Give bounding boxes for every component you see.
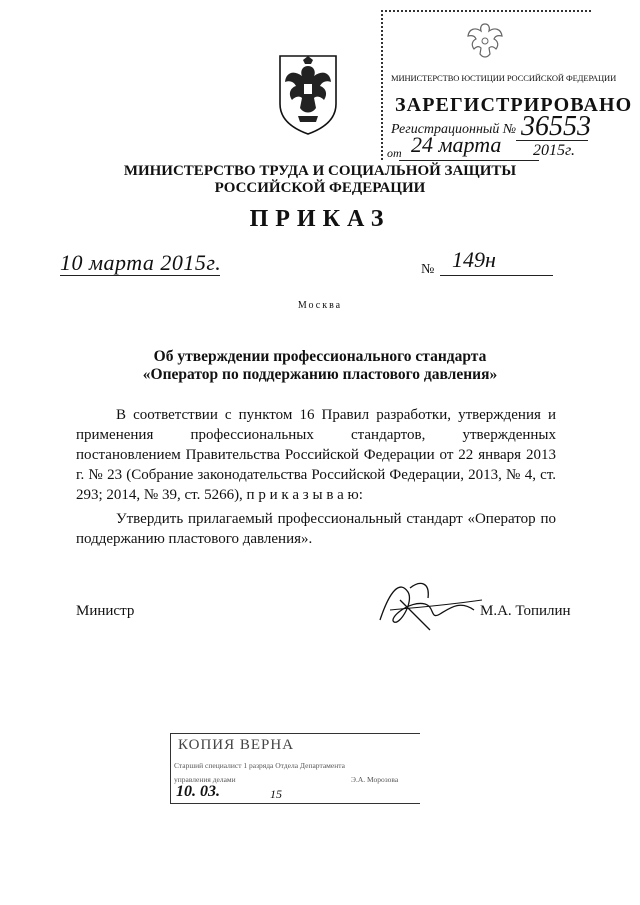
order-number: 149н [452, 247, 496, 272]
registration-date-prefix: от [387, 146, 402, 160]
order-subject [0, 348, 640, 384]
registration-year: 2015г. [533, 142, 576, 159]
registration-date-underline [399, 160, 539, 161]
body-paragraph-2-text: Утвердить прилагаемый профессиональный стандарт «Оператор по поддержанию пластового давления». [76, 511, 556, 547]
city-name: Москва [297, 300, 343, 311]
registration-number: 36553 [521, 111, 591, 142]
order-number-sign: № [421, 262, 435, 277]
ministry-heading [0, 163, 640, 197]
true-copy-stamp [170, 733, 420, 805]
stamp-border-top [381, 10, 591, 12]
copy-stamp-official-title: Старший специалист 1 разряда Отдела Департамента [174, 761, 345, 770]
copy-stamp-border-bottom [170, 803, 420, 804]
copy-stamp-border-top [170, 733, 420, 734]
body-paragraph-2 [76, 509, 556, 549]
stamp-border-left [381, 10, 383, 160]
signer-name: М.А. Топилин [480, 603, 571, 619]
registration-stamp [381, 10, 633, 162]
stamp-ministry-name: МИНИСТЕРСТВО ЮСТИЦИИ РОССИЙСКОЙ ФЕДЕРАЦИИ [391, 73, 617, 83]
order-date: 10 марта 2015г. [60, 250, 222, 275]
registration-date: 24 марта [411, 132, 502, 157]
stamp-title: ЗАРЕГИСТРИРОВАНО [395, 94, 633, 116]
body-paragraph-1 [76, 405, 556, 505]
order-number-underline [440, 275, 553, 276]
order-subject-line2: «Оператор по поддержанию пластового давления» [142, 366, 498, 383]
coat-of-arms-emblem [276, 52, 340, 136]
handwritten-signature [370, 570, 490, 640]
copy-stamp-department: управления делами [174, 775, 236, 784]
order-subject-line1: Об утверждении профессионального стандарта [153, 348, 487, 365]
copy-stamp-title: КОПИЯ ВЕРНА [178, 737, 295, 753]
ministry-heading-line1: МИНИСТЕРСТВО ТРУДА И СОЦИАЛЬНОЙ ЗАЩИТЫ [123, 163, 517, 179]
signer-position: Министр [76, 603, 135, 619]
order-date-underline [60, 275, 220, 276]
registration-number-underline [516, 140, 588, 141]
copy-stamp-date: 10. 03. [176, 783, 220, 800]
copy-stamp-year: 15 [270, 787, 282, 801]
ministry-emblem-icon [463, 20, 507, 64]
copy-stamp-signer: Э.А. Морозова [351, 775, 399, 784]
ministry-heading-line2: РОССИЙСКОЙ ФЕДЕРАЦИИ [214, 180, 426, 196]
copy-stamp-border-left [170, 733, 171, 803]
body-paragraph-1-text: В соответствии с пунктом 16 Правил разработки, утверждения и применения профессиональных стандартов, утвержденных постановлением Правительства Российской Федерации от 22 января 2013 г. № 23 (Собрание законодательства Российской Федерации, 2013, № 4, ст. 293; 2014, № 39, ст. 5266), п р и к а з ы в а ю: [76, 407, 556, 503]
registration-number-label: Регистрационный № [391, 122, 517, 137]
document-type-title: ПРИКАЗ [249, 206, 391, 232]
